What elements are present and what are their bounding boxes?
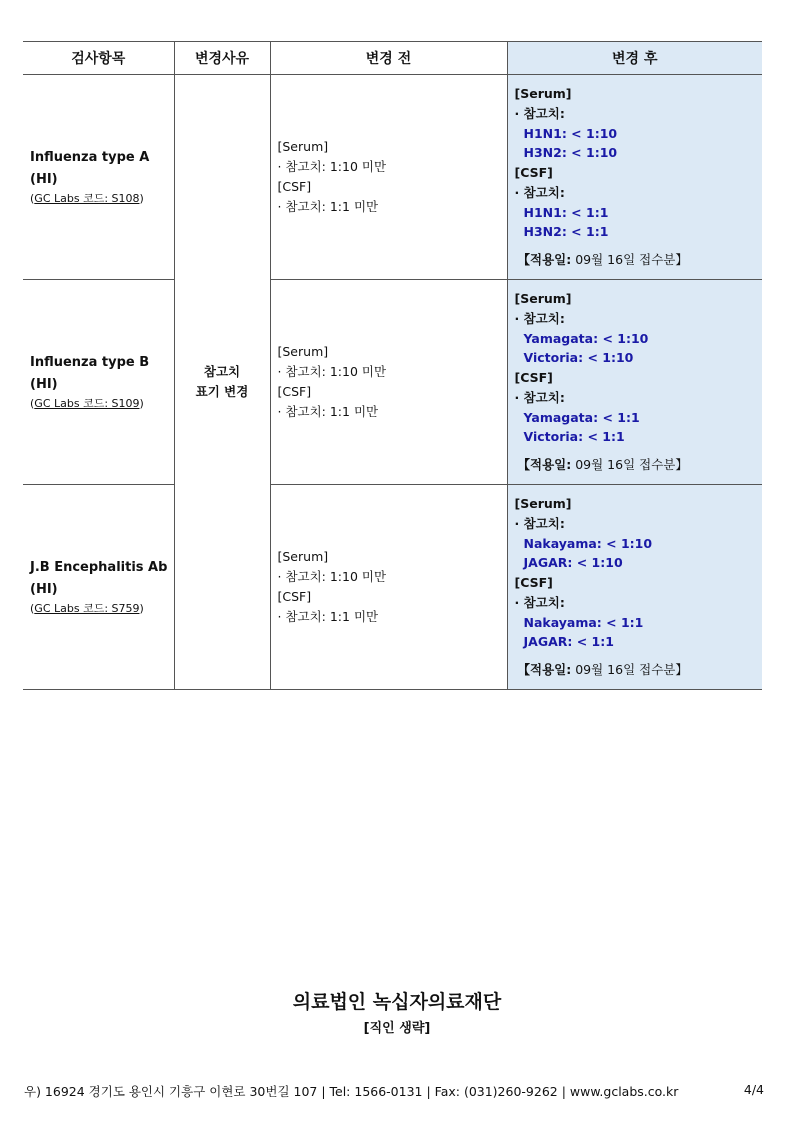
after-cell [507, 280, 762, 485]
footer-address: 우) 16924 경기도 용인시 기흥구 이현로 30번길 107 | Tel: 1566-0131 | Fax: (031)260-9262 | www.gclabs.co.kr [24, 1084, 679, 1099]
after-value: Yamagata: < 1:1 [523, 409, 640, 425]
after-value: JAGAR: < 1:1 [523, 634, 614, 650]
before-line: · 참고치: 1:1 미만 [277, 609, 379, 624]
apply-label: 【적용일: [517, 662, 572, 678]
after-value: Nakayama: < 1:10 [523, 535, 653, 551]
item-method: (HI) [30, 172, 58, 187]
after-csf-header: [CSF] [514, 370, 553, 386]
item-cell [23, 75, 174, 280]
reason-line: 표기 변경 [195, 384, 249, 399]
after-value: H1N1: < 1:1 [523, 204, 609, 220]
item-name: J.B Encephalitis Ab [30, 560, 168, 575]
before-line: · 참고치: 1:10 미만 [277, 569, 387, 584]
table-row [23, 280, 762, 485]
after-csf-ref: · 참고치: [514, 594, 565, 610]
after-serum-header: [Serum] [514, 495, 572, 511]
before-cell [270, 280, 507, 485]
after-value: Yamagata: < 1:10 [523, 330, 649, 346]
before-line: · 참고치: 1:10 미만 [277, 159, 387, 174]
header-reason: 변경사유 [174, 42, 270, 75]
before-cell [270, 75, 507, 280]
before-line: [Serum] [277, 344, 329, 359]
header-before: 변경 전 [270, 42, 507, 75]
after-serum-ref: · 참고치: [514, 105, 565, 121]
reason-line: 참고치 [203, 364, 241, 379]
item-code: (GC Labs 코드: S109) [30, 397, 144, 410]
item-name: Influenza type A [30, 150, 150, 165]
after-serum-header: [Serum] [514, 85, 572, 101]
item-method: (HI) [30, 582, 58, 597]
table-header-row [23, 42, 762, 75]
before-line: [Serum] [277, 139, 329, 154]
apply-date [515, 455, 763, 475]
page-number: 4/4 [743, 1082, 764, 1097]
apply-value: 09월 16일 접수분】 [571, 662, 688, 678]
after-value: H3N2: < 1:1 [523, 224, 609, 240]
after-csf-header: [CSF] [514, 165, 553, 181]
after-csf-header: [CSF] [514, 575, 553, 591]
before-cell [270, 485, 507, 690]
header-item: 검사항목 [23, 42, 174, 75]
item-code-link: GC Labs 코드: S109 [34, 397, 140, 410]
item-code-link: GC Labs 코드: S108 [34, 192, 140, 205]
item-code: (GC Labs 코드: S759) [30, 602, 144, 615]
before-line: [CSF] [277, 589, 312, 604]
apply-label: 【적용일: [517, 252, 572, 268]
after-value: Victoria: < 1:1 [523, 429, 625, 445]
after-cell [507, 75, 762, 280]
apply-date [515, 660, 763, 680]
seal-note: [직인 생략] [363, 1021, 431, 1036]
header-after: 변경 후 [507, 42, 762, 75]
item-cell [23, 280, 174, 485]
after-value: JAGAR: < 1:10 [523, 555, 623, 571]
after-serum-ref: · 참고치: [514, 515, 565, 531]
before-line: · 참고치: 1:1 미만 [277, 404, 379, 419]
after-value: H3N2: < 1:10 [523, 145, 618, 161]
table-row [23, 485, 762, 690]
after-csf-ref: · 참고치: [514, 184, 565, 200]
item-code-link: GC Labs 코드: S759 [34, 602, 140, 615]
apply-value: 09월 16일 접수분】 [571, 457, 688, 473]
apply-date [515, 250, 763, 270]
after-csf-ref: · 참고치: [514, 389, 565, 405]
item-cell [23, 485, 174, 690]
before-line: · 참고치: 1:1 미만 [277, 199, 379, 214]
after-value: Victoria: < 1:10 [523, 350, 634, 366]
after-serum-header: [Serum] [514, 290, 572, 306]
before-line: [Serum] [277, 549, 329, 564]
after-cell [507, 485, 762, 690]
table-row [23, 75, 762, 280]
reference-change-table [23, 41, 762, 690]
apply-label: 【적용일: [517, 457, 572, 473]
page-footer [24, 1082, 764, 1100]
organization-name: 의료법인 녹십자의료재단 [292, 991, 502, 1013]
apply-value: 09월 16일 접수분】 [571, 252, 688, 268]
before-line: [CSF] [277, 179, 312, 194]
before-line: · 참고치: 1:10 미만 [277, 364, 387, 379]
item-method: (HI) [30, 377, 58, 392]
item-name: Influenza type B [30, 355, 150, 370]
change-reason-cell [174, 75, 270, 690]
after-value: Nakayama: < 1:1 [523, 614, 644, 630]
before-line: [CSF] [277, 384, 312, 399]
after-value: H1N1: < 1:10 [523, 125, 618, 141]
after-serum-ref: · 참고치: [514, 310, 565, 326]
item-code: (GC Labs 코드: S108) [30, 192, 144, 205]
